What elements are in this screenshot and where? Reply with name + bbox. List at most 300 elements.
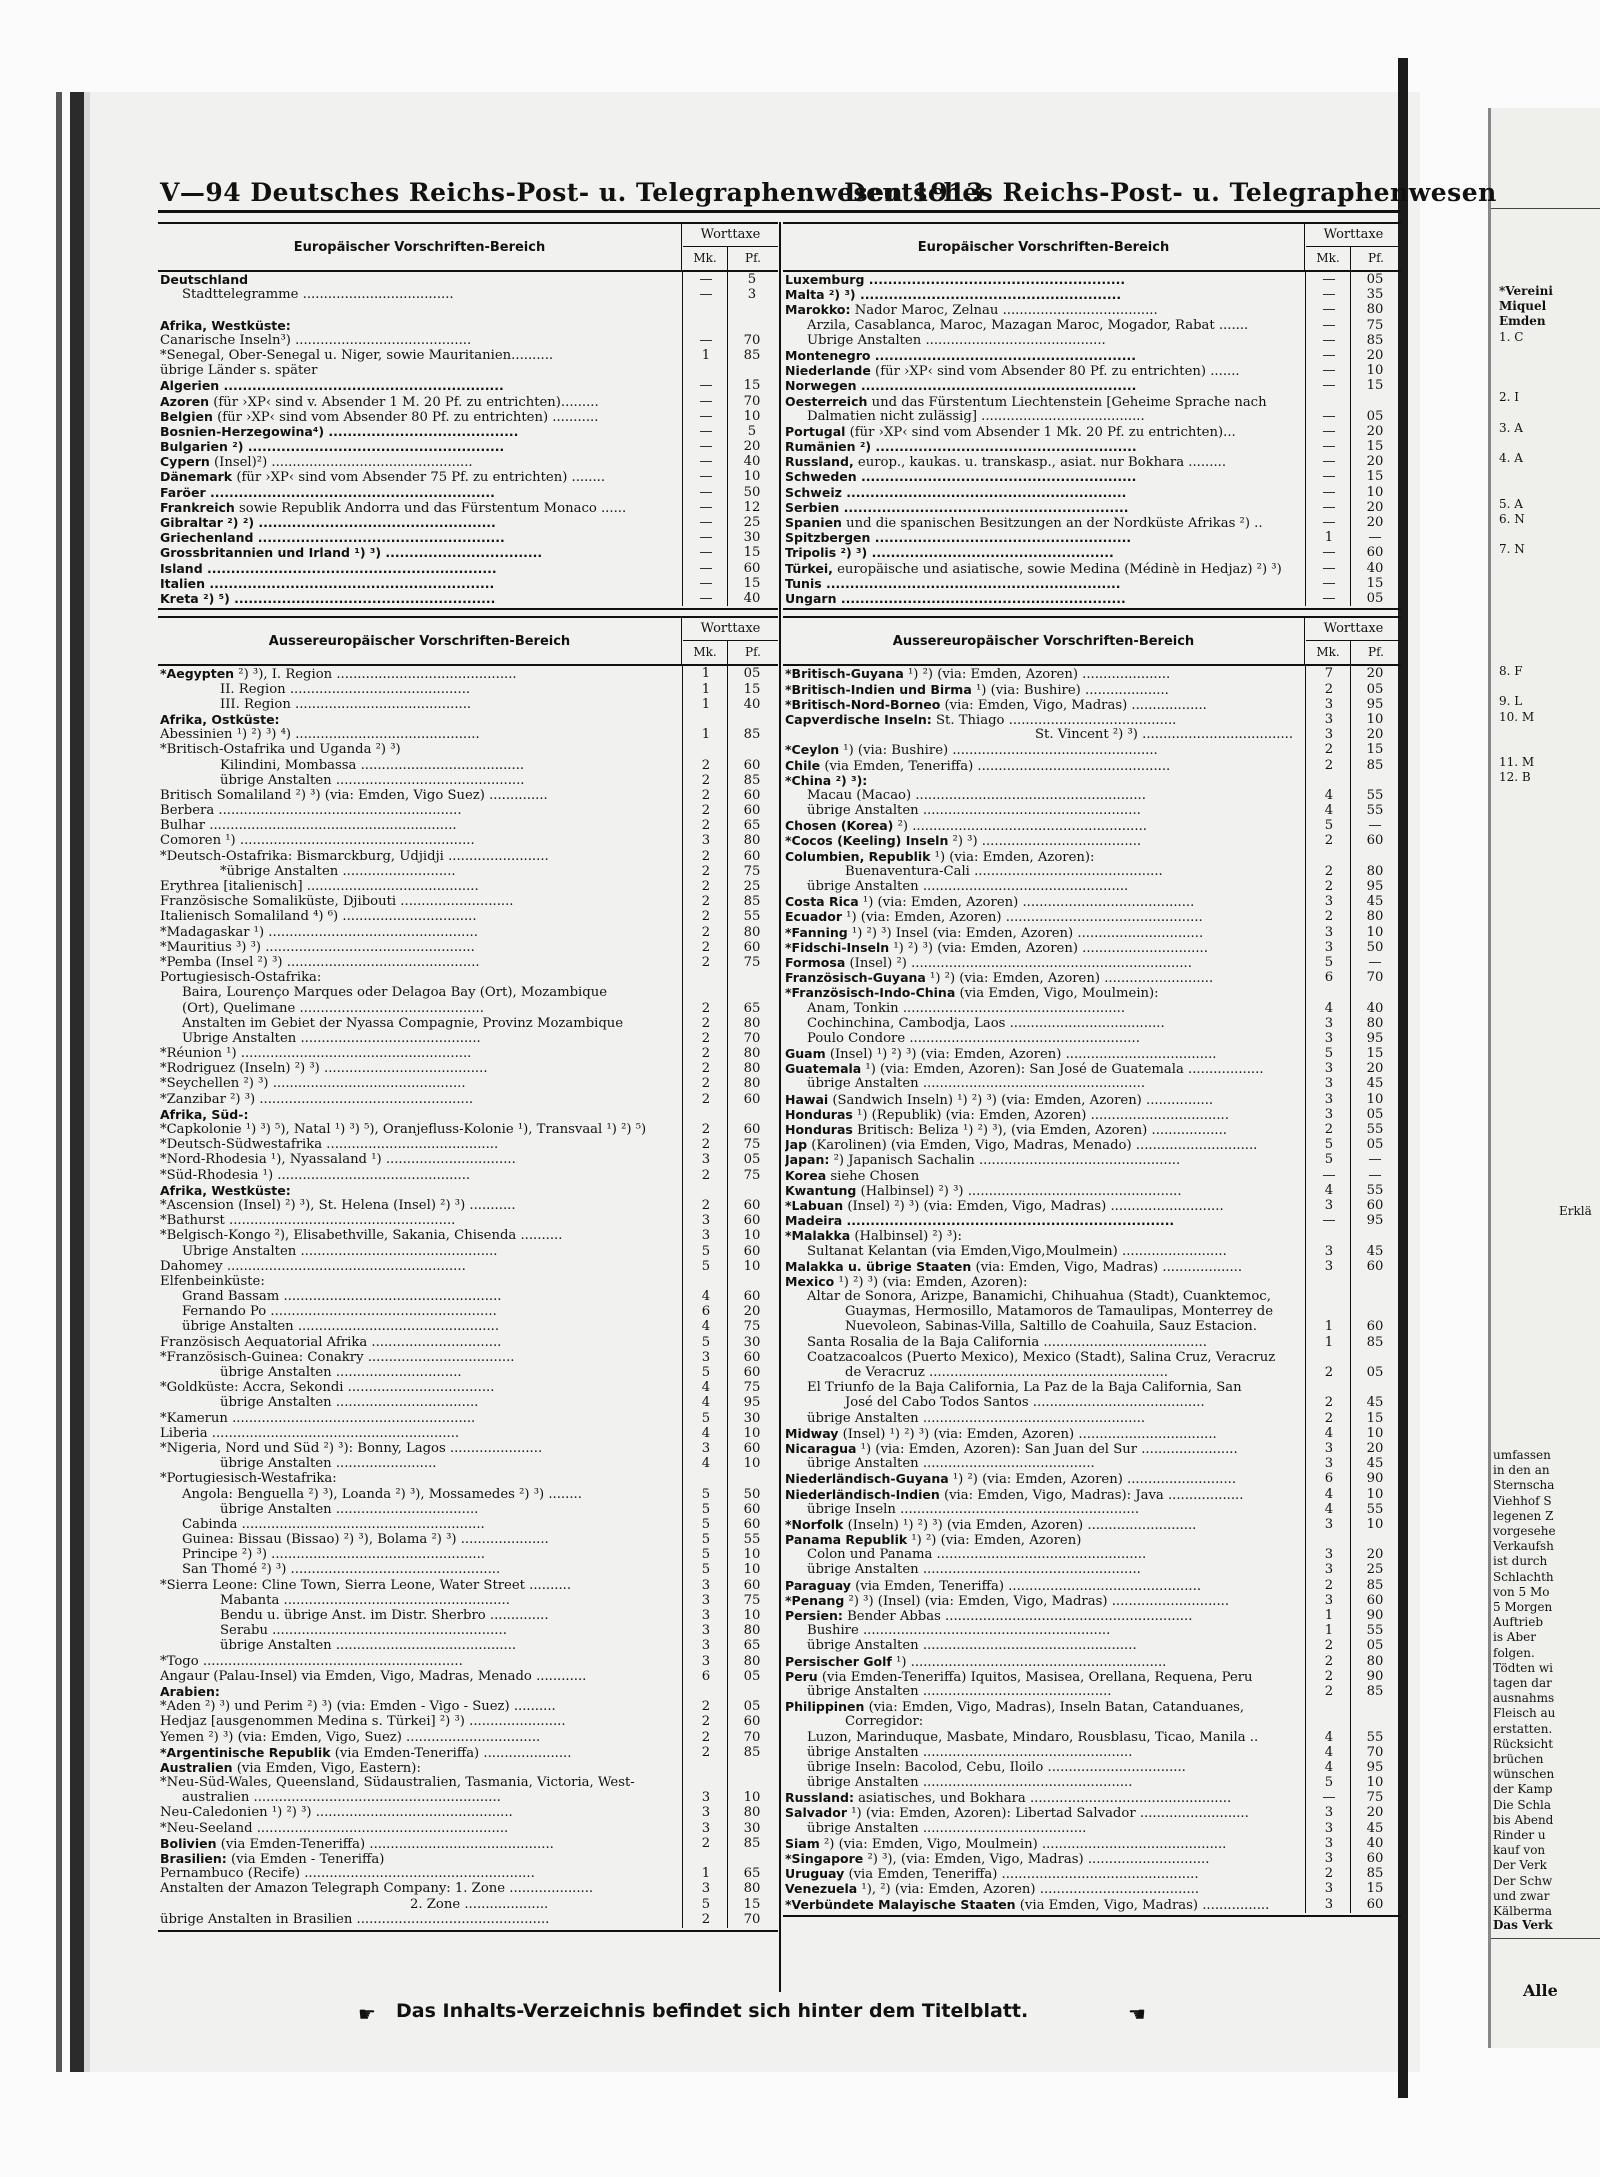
footer-note: Das Inhalts-Verzeichnis befindet sich hinter dem Titelblatt. — [396, 2000, 1029, 2022]
rate-row — [158, 454, 778, 469]
destination-label: *Seychellen ²) ³) .............................................. — [160, 1076, 466, 1092]
rate-row — [158, 1031, 778, 1046]
rate-row — [158, 1669, 778, 1684]
rate-marks: 2 — [701, 1137, 711, 1153]
rate-pfennig: 60 — [1366, 545, 1384, 561]
rate-pfennig: 95 — [743, 1395, 761, 1411]
rate-marks: — — [699, 545, 713, 561]
destination-label: Luxemburg ...................................................... — [785, 272, 1126, 287]
destination-label: Spanien und die spanischen Besitzungen an der Nordküste Afrikas ²) .. — [785, 515, 1263, 531]
rate-marks: — — [699, 393, 713, 409]
rate-pfennig: 20 — [743, 1304, 761, 1320]
rate-row — [783, 970, 1401, 985]
rate-pfennig: 60 — [743, 757, 761, 773]
rate-row — [158, 318, 778, 333]
destination-label: Übrige Anstalten ............................................... — [182, 1243, 498, 1259]
rate-marks: 3 — [701, 833, 711, 849]
rate-pfennig: 15 — [743, 378, 761, 394]
rate-marks: 2 — [1324, 742, 1334, 758]
rate-row — [158, 1046, 778, 1061]
rate-marks: 6 — [701, 1304, 711, 1320]
rate-marks: 1 — [701, 347, 711, 363]
rate-pfennig: 90 — [1366, 1668, 1384, 1684]
rate-marks: — — [1322, 1213, 1336, 1229]
rate-row — [783, 1532, 1401, 1547]
rate-pfennig: 05 — [1366, 1365, 1384, 1381]
rate-pfennig: 45 — [1366, 894, 1384, 910]
rate-marks: 3 — [1324, 1440, 1334, 1456]
rate-pfennig: 10 — [743, 469, 761, 485]
rule — [1491, 208, 1600, 209]
rate-row — [783, 849, 1401, 864]
table-bottom-rule — [158, 1930, 778, 1932]
destination-label: übrige Anstalten ................................................ — [182, 1319, 500, 1335]
rate-row — [158, 697, 778, 712]
rate-row — [783, 773, 1401, 788]
rate-marks: — — [699, 272, 713, 287]
rate-row — [783, 1152, 1401, 1167]
rate-marks: 2 — [1324, 757, 1334, 773]
rate-pfennig: 20 — [1366, 1440, 1384, 1456]
destination-label: *Britisch-Nord-Borneo (via: Emden, Vigo, Madras) .................. — [785, 696, 1207, 713]
rate-row — [783, 712, 1401, 727]
destination-label: Paraguay (via Emden, Teneriffa) .............................................. — [785, 1577, 1202, 1594]
destination-label: *Goldküste: Accra, Sekondi ................................... — [160, 1380, 495, 1396]
rate-marks: 1 — [701, 1866, 711, 1882]
rate-marks: — — [699, 499, 713, 515]
next-page-line: *Vereini — [1499, 284, 1553, 298]
rate-marks: 3 — [701, 1152, 711, 1168]
rate-pfennig: 60 — [743, 787, 761, 803]
rate-row — [158, 1836, 778, 1851]
rate-marks: 2 — [701, 1091, 711, 1107]
rate-row — [158, 1638, 778, 1653]
value-column-rule — [1305, 666, 1306, 1912]
next-page-line: 5 Morgen — [1493, 1600, 1553, 1614]
destination-label: Bolivien (via Emden-Teneriffa) ............................................ — [160, 1835, 554, 1852]
rate-marks: 3 — [1324, 1243, 1334, 1259]
destination-label: Französisch-Guyana ¹) ²) (via: Emden, Azoren) .......................... — [785, 970, 1214, 987]
rate-row — [158, 485, 778, 500]
destination-label: Pernambuco (Recife) ....................................................... — [160, 1866, 535, 1882]
rate-pfennig: 05 — [743, 1699, 761, 1715]
rate-row — [158, 1289, 778, 1304]
destination-label: Macau (Macao) ....................................................... — [807, 787, 1146, 803]
rate-marks: 3 — [701, 1805, 711, 1821]
next-page-line: 3. A — [1499, 420, 1523, 435]
rate-pfennig: 15 — [1366, 1881, 1384, 1897]
rate-row — [158, 1623, 778, 1638]
rate-pfennig: 20 — [1366, 347, 1384, 363]
rate-pfennig: 85 — [1366, 1683, 1384, 1699]
destination-label: Bosnien-Herzegowina⁴) ........................................ — [160, 423, 519, 439]
destination-label: Bulhar ........................................................... — [160, 818, 457, 834]
rate-pfennig: 95 — [1366, 1759, 1384, 1775]
rate-row — [158, 1881, 778, 1896]
destination-label: *Aegypten ²) ³), I. Region ........................................... — [160, 666, 517, 683]
rate-row — [783, 1730, 1401, 1745]
rate-marks: — — [699, 287, 713, 303]
rate-row — [783, 333, 1401, 348]
rate-pfennig: 30 — [743, 1410, 761, 1426]
destination-label: Fernando Po ...................................................... — [182, 1304, 497, 1320]
rate-pfennig: 80 — [1366, 863, 1384, 879]
destination-label: *Mauritius ³) ³) .................................................. — [160, 939, 475, 955]
rate-row — [783, 1426, 1401, 1441]
rate-pfennig: 15 — [743, 545, 761, 561]
rate-marks: 2 — [701, 1744, 711, 1760]
rate-marks: 3 — [701, 1213, 711, 1229]
destination-label: Bendu u. übrige Anst. im Distr. Sherbro .............. — [220, 1608, 549, 1624]
rate-marks: 5 — [1324, 954, 1334, 970]
rate-marks: — — [1322, 454, 1336, 470]
rate-pfennig: 25 — [1366, 1562, 1384, 1578]
rate-pfennig: 05 — [1366, 272, 1384, 287]
rate-pfennig: 60 — [743, 560, 761, 576]
rate-pfennig: 30 — [743, 1820, 761, 1836]
rate-marks: 1 — [1324, 1334, 1334, 1350]
rate-row — [783, 1198, 1401, 1213]
page-header-right: Deutsches Reichs-Post- u. Telegraphenwesen — [844, 178, 1497, 207]
rate-pfennig: 85 — [743, 727, 761, 743]
destination-label: Erythrea [italienisch] ......................................... — [160, 879, 479, 895]
next-page-line: Miquel — [1499, 299, 1547, 314]
rate-pfennig: 80 — [743, 1076, 761, 1092]
rate-pfennig: 60 — [1366, 833, 1384, 849]
rate-row — [783, 1213, 1401, 1228]
destination-label: Anstalten im Gebiet der Nyassa Compagnie, Provinz Mozambique — [182, 1015, 624, 1031]
rate-marks: 1 — [701, 696, 711, 712]
rate-marks: 2 — [701, 1076, 711, 1092]
destination-label: Abessinien ¹) ²) ³) ⁴) ............................................ — [160, 727, 480, 743]
next-page-line: 11. M — [1499, 755, 1535, 770]
destination-label: *Singapore ²) ³), (via: Emden, Vigo, Madras) ............................. — [785, 1851, 1210, 1868]
rate-marks: 2 — [1324, 909, 1334, 925]
next-page-line: Emden — [1499, 314, 1546, 329]
rate-pfennig: 60 — [743, 1714, 761, 1730]
destination-label: Elfenbeinküste: — [160, 1273, 265, 1289]
rate-marks: 4 — [1324, 1000, 1334, 1016]
destination-label: Venezuela ¹), ²) (via: Emden, Azoren) ...................................... — [785, 1881, 1200, 1898]
rate-marks: 2 — [701, 909, 711, 925]
section-header — [158, 222, 778, 272]
rate-row — [783, 1335, 1401, 1350]
next-page-line: 10. M — [1499, 709, 1535, 724]
rate-pfennig: 60 — [743, 1440, 761, 1456]
rate-row — [783, 955, 1401, 970]
rate-marks: 5 — [1324, 1152, 1334, 1168]
destination-label: Berbera .......................................................... — [160, 803, 462, 819]
rate-pfennig: 75 — [743, 1137, 761, 1153]
rate-marks: 5 — [701, 1532, 711, 1548]
next-page-line: vorgesehe — [1493, 1524, 1556, 1538]
rate-marks: 5 — [701, 1501, 711, 1517]
destination-label: Philippinen (via: Emden, Vigo, Madras), Inseln Batan, Catanduanes, — [785, 1699, 1245, 1716]
next-page-line: wünschen — [1493, 1767, 1555, 1782]
rate-marks: 2 — [701, 954, 711, 970]
destination-label: Übrige Anstalten ........................................... — [182, 1030, 481, 1046]
rate-pfennig: 60 — [1366, 1896, 1384, 1912]
rate-row — [158, 1228, 778, 1243]
destination-label: Jap (Karolinen) (via Emden, Vigo, Madras, Menado) ............................. — [785, 1137, 1258, 1154]
destination-label: übrige Anstalten .................................................. — [807, 1744, 1133, 1760]
rate-marks: — — [1322, 484, 1336, 500]
rate-pfennig: 85 — [743, 1744, 761, 1760]
rate-pfennig: 65 — [743, 1638, 761, 1654]
rate-marks: 4 — [701, 1395, 711, 1411]
destination-label: Principe ²) ³) ................................................... — [182, 1547, 485, 1563]
destination-label: *Penang ²) ³) (Insel) (via: Emden, Vigo, Madras) ............................ — [785, 1592, 1230, 1609]
rate-pfennig: 05 — [1366, 408, 1384, 424]
rate-row — [158, 576, 778, 591]
rate-row — [158, 1547, 778, 1562]
destination-label: Montenegro ....................................................... — [785, 347, 1136, 363]
rate-pfennig: — — [1368, 818, 1382, 834]
rate-marks: 4 — [701, 1425, 711, 1441]
rate-pfennig: 12 — [743, 499, 761, 515]
rate-marks: — — [1322, 287, 1336, 303]
rate-marks: 4 — [1324, 1501, 1334, 1517]
rate-row — [783, 1319, 1401, 1334]
section-header — [158, 616, 778, 666]
rate-pfennig: 10 — [743, 408, 761, 424]
rate-row — [158, 1699, 778, 1714]
rate-pfennig: 45 — [1366, 1076, 1384, 1092]
next-page-line: 12. B — [1499, 770, 1531, 785]
rate-row — [158, 955, 778, 970]
rate-row — [783, 1016, 1401, 1031]
destination-label: *Cocos (Keeling) Inseln ²) ³) ...................................... — [785, 833, 1142, 850]
rate-marks: 1 — [1324, 1623, 1334, 1639]
destination-label: Französische Somaliküste, Djibouti ........................... — [160, 894, 514, 910]
destination-label: Türkei, europäische und asiatische, sowie Medina (Médinè in Hedjaz) ²) ³) — [785, 560, 1282, 577]
rate-row — [158, 1092, 778, 1107]
rate-row — [158, 682, 778, 697]
rate-row — [158, 940, 778, 955]
rate-pfennig: 40 — [1366, 560, 1384, 576]
rate-marks: 1 — [1324, 1608, 1334, 1624]
next-page-line: umfassen — [1493, 1448, 1551, 1462]
rate-row — [783, 1669, 1401, 1684]
destination-label: übrige Inseln: Bacolod, Cebu, Iloilo ................................. — [807, 1759, 1186, 1775]
rate-pfennig: 40 — [743, 454, 761, 470]
rate-pfennig: 20 — [1366, 499, 1384, 515]
rate-marks: 5 — [701, 1896, 711, 1912]
rate-pfennig: 35 — [1366, 287, 1384, 303]
destination-label: übrige Anstalten ............................................. — [220, 772, 525, 788]
rate-marks: 2 — [701, 787, 711, 803]
destination-label: *Belgisch-Kongo ²), Elisabethville, Sakania, Chisenda .......... — [160, 1228, 563, 1244]
next-page-line: brüchen — [1493, 1752, 1544, 1766]
rate-row — [783, 1684, 1401, 1699]
next-page-line: 9. L — [1499, 694, 1523, 709]
rate-pfennig: 75 — [1366, 1790, 1384, 1806]
destination-label: Coatzacoalcos (Puerto Mexico), Mexico (Stadt), Salina Cruz, Veracruz — [807, 1349, 1276, 1365]
next-page-line: Kälberma — [1493, 1904, 1553, 1918]
rate-row — [783, 1517, 1401, 1532]
rate-pfennig: 60 — [1366, 1851, 1384, 1867]
destination-label: Kwantung (Halbinsel) ²) ³) ................................................... — [785, 1182, 1182, 1199]
rate-row — [783, 1092, 1401, 1107]
column-separator — [779, 222, 781, 1992]
rate-row — [783, 727, 1401, 742]
rate-pfennig: 60 — [1366, 1197, 1384, 1213]
rate-pfennig: 3 — [747, 287, 757, 303]
rate-marks: 3 — [1324, 924, 1334, 940]
rate-marks: 2 — [701, 848, 711, 864]
rate-marks: 2 — [1324, 681, 1334, 697]
rate-marks: 4 — [1324, 1425, 1334, 1441]
rate-row — [158, 1684, 778, 1699]
destination-label: übrige Anstalten .................................................. — [807, 1775, 1133, 1791]
rate-row — [783, 1395, 1401, 1410]
rate-row — [158, 1319, 778, 1334]
destination-label: Madeira ..................................................................... — [785, 1213, 1175, 1229]
rate-pfennig: 10 — [743, 1547, 761, 1563]
rate-row — [158, 1912, 778, 1927]
destination-label: Cabinda .......................................................... — [182, 1516, 485, 1532]
destination-label: *Labuan (Insel) ²) ³) (via: Emden, Vigo, Madras) ........................... — [785, 1197, 1224, 1214]
rate-pfennig: 60 — [743, 848, 761, 864]
rate-row — [783, 788, 1401, 803]
destination-label: Japan: ²) Japanisch Sachalin ................................................ — [785, 1152, 1181, 1169]
next-page-line: Auftrieb — [1493, 1615, 1544, 1630]
rate-marks: 3 — [1324, 696, 1334, 712]
rate-marks: 3 — [1324, 1258, 1334, 1274]
destination-label: St. Vincent ²) ³) .................................... — [1035, 727, 1294, 743]
rate-pfennig: — — [1368, 530, 1382, 546]
rate-pfennig: 15 — [1366, 1046, 1384, 1062]
rate-pfennig: 80 — [1366, 1653, 1384, 1669]
rate-marks: 4 — [1324, 1486, 1334, 1502]
destination-label: Honduras ¹) (Republik) (via: Emden, Azoren) ................................. — [785, 1106, 1229, 1123]
rate-pfennig: 55 — [1366, 1623, 1384, 1639]
destination-label: 2. Zone .................... — [410, 1896, 549, 1912]
rate-marks: 5 — [701, 1410, 711, 1426]
rate-row — [158, 561, 778, 576]
rate-pfennig: 45 — [1366, 1395, 1384, 1411]
header-rule — [158, 210, 1400, 213]
rate-row — [783, 1638, 1401, 1653]
rate-pfennig: 60 — [743, 1243, 761, 1259]
rate-marks: 3 — [701, 1592, 711, 1608]
next-page-line: Erklä — [1559, 1204, 1592, 1218]
destination-label: Salvador ¹) (via: Emden, Azoren): Libertad Salvador .......................... — [785, 1805, 1249, 1822]
destination-label: übrige Anstalten ....................................... — [807, 1820, 1087, 1836]
destination-label: Russland, europ., kaukas. u. transkasp., asiat. nur Bokhara ......... — [785, 454, 1227, 471]
rate-row — [783, 1365, 1401, 1380]
rate-row — [783, 666, 1401, 681]
rate-pfennig: 20 — [1366, 1547, 1384, 1563]
rate-pfennig: 20 — [1366, 423, 1384, 439]
destination-label: *Pemba (Insel ²) ³) .............................................. — [160, 954, 480, 970]
mark-column-label: Mk. — [1306, 247, 1351, 270]
rate-row — [158, 788, 778, 803]
destination-label: *Sierra Leone: Cline Town, Sierra Leone, Water Street .......... — [160, 1577, 572, 1593]
table-bottom-rule — [783, 1915, 1401, 1917]
destination-label: Afrika, Süd-: — [160, 1106, 249, 1122]
destination-label: Italienisch Somaliland ⁴) ⁶) ................................ — [160, 909, 477, 925]
rate-pfennig: 10 — [1366, 484, 1384, 500]
rate-row — [783, 424, 1401, 439]
destination-label: *Capkolonie ¹) ³) ⁵), Natal ¹) ³) ⁵), Oranjefluss-Kolonie ¹), Transvaal ¹) ²) ⁵) — [160, 1122, 647, 1138]
rate-row — [783, 1775, 1401, 1790]
destination-label: *Deutsch-Ostafrika: Bismarckburg, Udjidji ........................ — [160, 848, 549, 864]
rate-row — [158, 773, 778, 788]
rate-pfennig: 30 — [743, 1334, 761, 1350]
rate-row — [783, 1608, 1401, 1623]
destination-label: *Aden ²) ³) und Perim ²) ³) (via: Emden - Vigo - Suez) .......... — [160, 1699, 556, 1715]
rate-marks: 6 — [701, 1668, 711, 1684]
destination-label: Schweiz ........................................................... — [785, 484, 1127, 500]
rate-pfennig: 20 — [1366, 1805, 1384, 1821]
destination-label: Deutschland — [160, 272, 249, 287]
rate-pfennig: 80 — [743, 1046, 761, 1062]
rate-marks: 5 — [701, 1365, 711, 1381]
rate-row — [783, 1623, 1401, 1638]
destination-label: de Veracruz ......................................................... — [845, 1365, 1168, 1381]
rate-row — [783, 1593, 1401, 1608]
destination-label: *Neu-Seeland ............................................................ — [160, 1820, 509, 1836]
rate-pfennig: 05 — [1366, 1106, 1384, 1122]
rate-row — [158, 1198, 778, 1213]
destination-label: Korea siehe Chosen — [785, 1167, 920, 1184]
destination-label: Liberia ........................................................... — [160, 1425, 460, 1441]
rate-marks: 5 — [1324, 818, 1334, 834]
rate-pfennig: 70 — [1366, 1744, 1384, 1760]
rate-marks: 2 — [1324, 833, 1334, 849]
rate-row — [783, 1304, 1401, 1319]
rate-pfennig: 40 — [1366, 1000, 1384, 1016]
rate-pfennig: 60 — [1366, 1319, 1384, 1335]
next-page-line: 8. F — [1499, 664, 1523, 678]
destination-label: übrige Anstalten ................................................... — [807, 1638, 1137, 1654]
next-page-line: 6. N — [1499, 512, 1525, 526]
rate-marks: — — [1322, 499, 1336, 515]
next-page-line: 1. C — [1499, 329, 1524, 344]
rate-row — [158, 378, 778, 393]
rate-row — [158, 409, 778, 424]
rate-pfennig: 75 — [743, 863, 761, 879]
rate-marks: 3 — [701, 1881, 711, 1897]
rate-marks: 4 — [1324, 1759, 1334, 1775]
destination-label: Rumänien ²) ....................................................... — [785, 439, 1137, 455]
rate-row — [783, 1107, 1401, 1122]
destination-label: Hedjaz [ausgenommen Medina s. Türkei] ²) ³) ....................... — [160, 1714, 566, 1730]
destination-label: Frankreich sowie Republik Andorra und das Fürstentum Monaco ...... — [160, 499, 627, 516]
rate-pfennig: 85 — [743, 1835, 761, 1851]
rate-pfennig: 80 — [743, 1061, 761, 1077]
rate-pfennig: 80 — [743, 833, 761, 849]
rate-pfennig: 55 — [1366, 1182, 1384, 1198]
rate-pfennig: 60 — [743, 1365, 761, 1381]
destination-label: Formosa (Insel) ²) ................................................................... — [785, 954, 1192, 971]
rate-marks: 2 — [701, 803, 711, 819]
rate-row — [158, 1897, 778, 1912]
destination-label: *Deutsch-Südwestafrika ......................................... — [160, 1137, 499, 1153]
rate-row — [783, 1228, 1401, 1243]
destination-label: Cypern (Insel)²) ................................................ — [160, 454, 473, 471]
rate-marks: 2 — [1324, 1410, 1334, 1426]
rate-marks: — — [1322, 378, 1336, 394]
rate-marks: 1 — [701, 666, 711, 682]
rate-pfennig: 80 — [743, 1623, 761, 1639]
destination-label: übrige Anstalten .................................................... — [807, 1562, 1141, 1578]
rate-row — [783, 1654, 1401, 1669]
rate-pfennig: 50 — [743, 1486, 761, 1502]
rate-marks: 5 — [1324, 1046, 1334, 1062]
rate-pfennig: 15 — [1366, 469, 1384, 485]
